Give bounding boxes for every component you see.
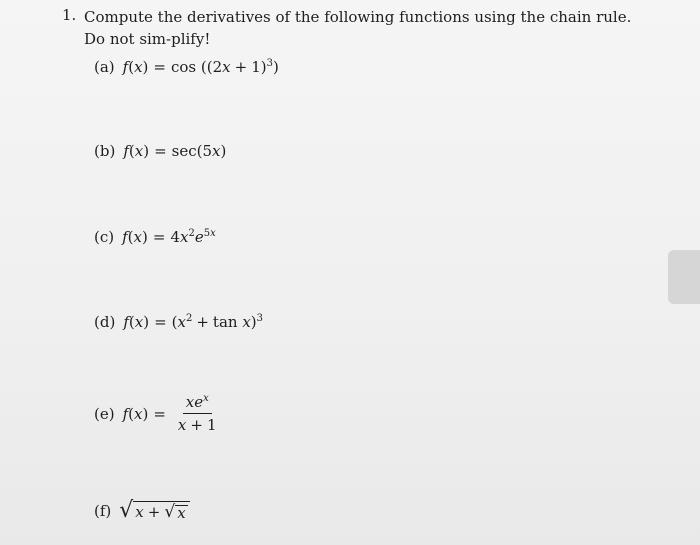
part-f-formula: √ x + √ x — [119, 500, 189, 522]
part-d-label: (d) — [94, 313, 116, 331]
part-b-formula: f(x) = sec(5x) — [123, 142, 227, 160]
part-b-label: (b) — [94, 142, 116, 160]
part-a — [94, 58, 279, 76]
problem-instruction: Compute the derivatives of the following functions using the chain rule. Do not sim-plify! — [84, 8, 632, 48]
part-e-formula: f ( x ) = $\frac{xe^x}{x + 1}$ — [123, 393, 220, 434]
part-e-fraction: $\frac{xe^x}{x + 1}$ — [177, 393, 217, 434]
part-f — [94, 500, 190, 522]
side-tab — [668, 250, 700, 304]
part-f-label: (f) — [94, 502, 112, 520]
part-c-formula: $f(x) = 4x^2e^{5x}$ — [122, 228, 216, 246]
part-c-label: (c) — [94, 228, 115, 246]
part-a-formula: $f(x) = \cos ((2x + 1)^3)$ — [122, 58, 279, 76]
problem-number: 1. — [62, 6, 77, 24]
part-a-label: (a) — [94, 58, 115, 76]
part-d-formula: $f(x) = (x^2 + \tan x)^3$ — [123, 313, 264, 331]
part-d — [94, 313, 263, 331]
part-c — [94, 228, 216, 246]
part-e — [94, 393, 220, 434]
part-e-label: (e) — [94, 404, 115, 423]
part-b — [94, 142, 226, 160]
